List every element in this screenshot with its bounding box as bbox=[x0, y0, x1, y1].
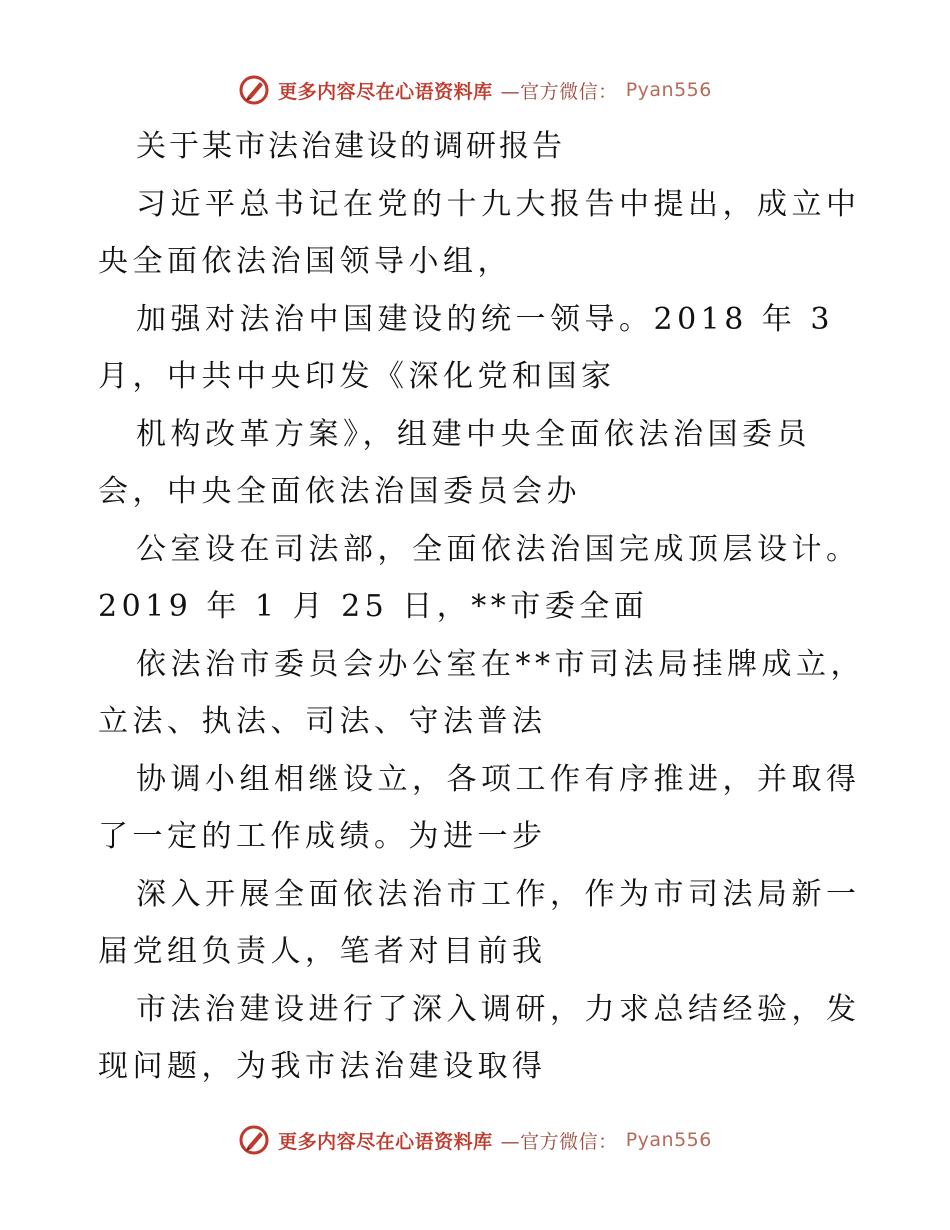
paragraph-line: 机构改革方案》，组建中央全面依法治国委员 bbox=[136, 416, 811, 452]
paragraph-line: 现问题，为我市法治建设取得 bbox=[98, 1049, 547, 1084]
paragraph-line: 立法、执法、司法、守法普法 bbox=[98, 704, 547, 739]
paragraph-line: 央全面依法治国领导小组， bbox=[98, 244, 512, 279]
banner-site-text: 更多内容尽在心语资料库 bbox=[278, 80, 493, 103]
banner-wechat-label: —官方微信： bbox=[500, 1130, 618, 1153]
paragraph-line: 2019 年 1 月 25 日，**市委全面 bbox=[98, 589, 649, 624]
paragraph-line: 市法治建设进行了深入调研，力求总结经验，发 bbox=[136, 991, 861, 1027]
banner-wechat-label: —官方微信： bbox=[500, 80, 618, 103]
document-title: 关于某市法治建设的调研报告 bbox=[136, 129, 565, 164]
banner-wechat-id: Pyan556 bbox=[625, 79, 712, 101]
banner-site-text: 更多内容尽在心语资料库 bbox=[278, 1130, 493, 1153]
paragraph-line: 届党组负责人，笔者对目前我 bbox=[98, 934, 547, 969]
footer-banner bbox=[0, 1120, 950, 1160]
header-banner bbox=[0, 70, 950, 110]
paragraph-line: 公室设在司法部，全面依法治国完成顶层设计。 bbox=[136, 531, 861, 567]
banner-wechat-id: Pyan556 bbox=[625, 1129, 712, 1151]
paragraph-line: 依法治市委员会办公室在**市司法局挂牌成立， bbox=[136, 646, 865, 682]
paragraph-line: 月，中共中央印发《深化党和国家 bbox=[98, 359, 616, 394]
paragraph-line: 深入开展全面依法治市工作，作为市司法局新一 bbox=[136, 876, 861, 912]
pen-logo-icon bbox=[238, 74, 270, 106]
paragraph-line: 协调小组相继设立，各项工作有序推进，并取得 bbox=[136, 761, 861, 797]
paragraph-line: 加强对法治中国建设的统一领导。2018 年 3 bbox=[136, 301, 835, 337]
paragraph-line: 会，中央全面依法治国委员会办 bbox=[98, 474, 581, 509]
paragraph-line: 习近平总书记在党的十九大报告中提出，成立中 bbox=[136, 186, 861, 222]
paragraph-line: 了一定的工作成绩。为进一步 bbox=[98, 819, 547, 854]
document-body bbox=[98, 118, 865, 1096]
pen-logo-icon bbox=[238, 1124, 270, 1156]
